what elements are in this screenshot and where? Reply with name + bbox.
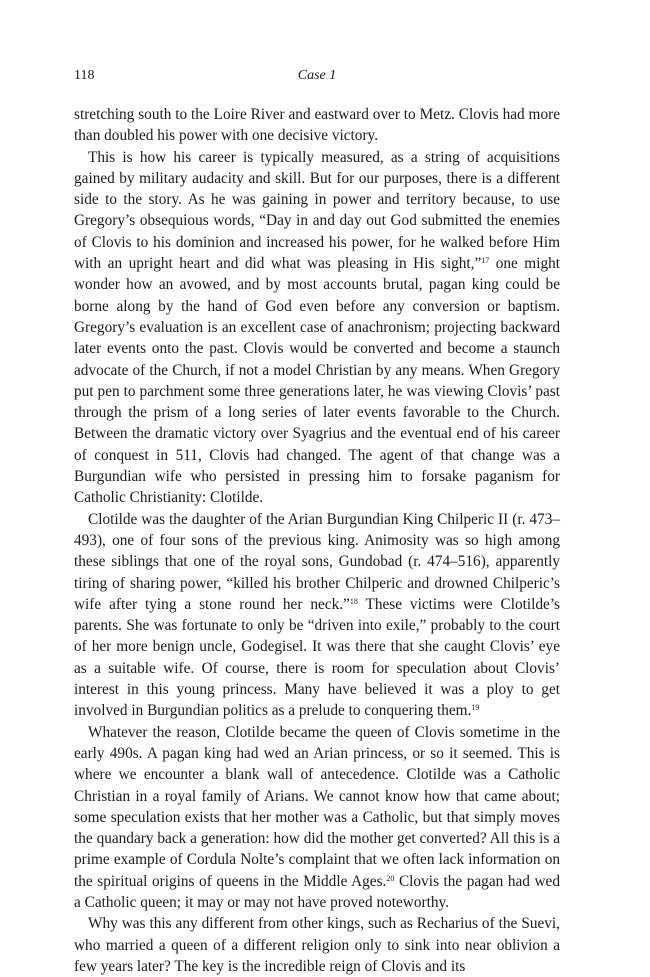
footnote-ref-17[interactable]: 17 [481, 256, 490, 266]
book-page [74, 66, 560, 977]
paragraph-text: Clovis the pagan had wed a Catholic queen; it may or may not have proved noteworthy. [74, 872, 560, 911]
footnote-ref-20[interactable]: 20 [386, 873, 395, 883]
paragraph-5 [74, 913, 560, 977]
paragraph-1 [74, 104, 560, 147]
paragraph-text: These victims were Clotilde’s parents. She was fortunate to only be “driven into exile,” probably to the court of her more benign uncle, Godegisel. It was there that she caught Clovis’ eye as a suitable wife. Of course, there is room for speculation about Clovis’ interest in this young princess. Many have believed it was a ploy to get involved in Burgundian politics as a prelude to conquering them. [74, 595, 561, 720]
paragraph-2 [74, 147, 560, 509]
paragraph-text: Why was this any different from other kings, such as Recharius of the Suevi, who married a queen of a different religion only to sink into near oblivion a few years later? The key is the incredible reign of Clovis and its [74, 915, 560, 975]
paragraph-3 [74, 509, 560, 722]
page-number: 118 [74, 68, 95, 83]
paragraph-text: Whatever the reason, Clotilde became the queen of Clovis sometime in the early 490s. A pagan king had wed an Arian princess, or so it seemed. This is where we encounter a blank wall of antecedence. Clotilde was a Catholic Christian in a royal family of Arians. We cannot know how that came about; some speculation exists that her mother was a Catholic, but that simply moves the quandary back a generation: how did the mother get converted? All this is a prime example of Cordula Nolte’s complaint that we often lack information on the spiritual origins of queens in the Middle Ages. [74, 723, 560, 890]
running-title: Case 1 [297, 68, 337, 83]
footnote-ref-19[interactable]: 19 [471, 703, 480, 713]
footnote-ref-18[interactable]: 18 [349, 596, 358, 606]
paragraph-text: Clotilde was the daughter of the Arian Burgundian King Chilperic II (r. 473–493), one of four sons of the previous king. Animosity was so high among these siblings that one of the royal sons, Gundobad (r. 474–516), apparently tiring of sharing power, “killed his brother Chilperic and drowned Chilperic’s wife after tying a stone round her neck.” [74, 510, 560, 613]
paragraph-text: This is how his career is typically measured, as a string of acquisitions gained by military audacity and skill. But for our purposes, there is a different side to the story. As he was gaining in power and territory because, to use Gregory’s obsequious words, “Day in and day out God submitted the enemies of Clovis to his dominion and increased his power, for he walked before Him with an upright heart and did what was pleasing in His sight,” [74, 148, 560, 273]
running-head [74, 66, 560, 86]
paragraph-text: one might wonder how an avowed, and by most accounts brutal, pagan king could be borne along by the hand of God even before any conversion or baptism. Gregory’s evaluation is an excellent case of anachronism; projecting backward later events onto the past. Clovis would be converted and become a staunch advocate of the Church, if not a model Christian by any means. When Gregory put pen to parchment some three generations later, he was viewing Clovis’ past through the prism of a long series of later events favorable to the Church. Between the dramatic victory over Syagrius and the eventual end of his career of conquest in 511, Clovis had changed. The agent of that change was a Burgundian wife who persisted in pressing him to forsake paganism for Catholic Christianity: Clotilde. [74, 255, 560, 507]
paragraph-text: stretching south to the Loire River and eastward over to Metz. Clovis had more than doubled his power with one decisive victory. [74, 106, 560, 145]
body-text [74, 104, 560, 977]
paragraph-4 [74, 722, 560, 914]
